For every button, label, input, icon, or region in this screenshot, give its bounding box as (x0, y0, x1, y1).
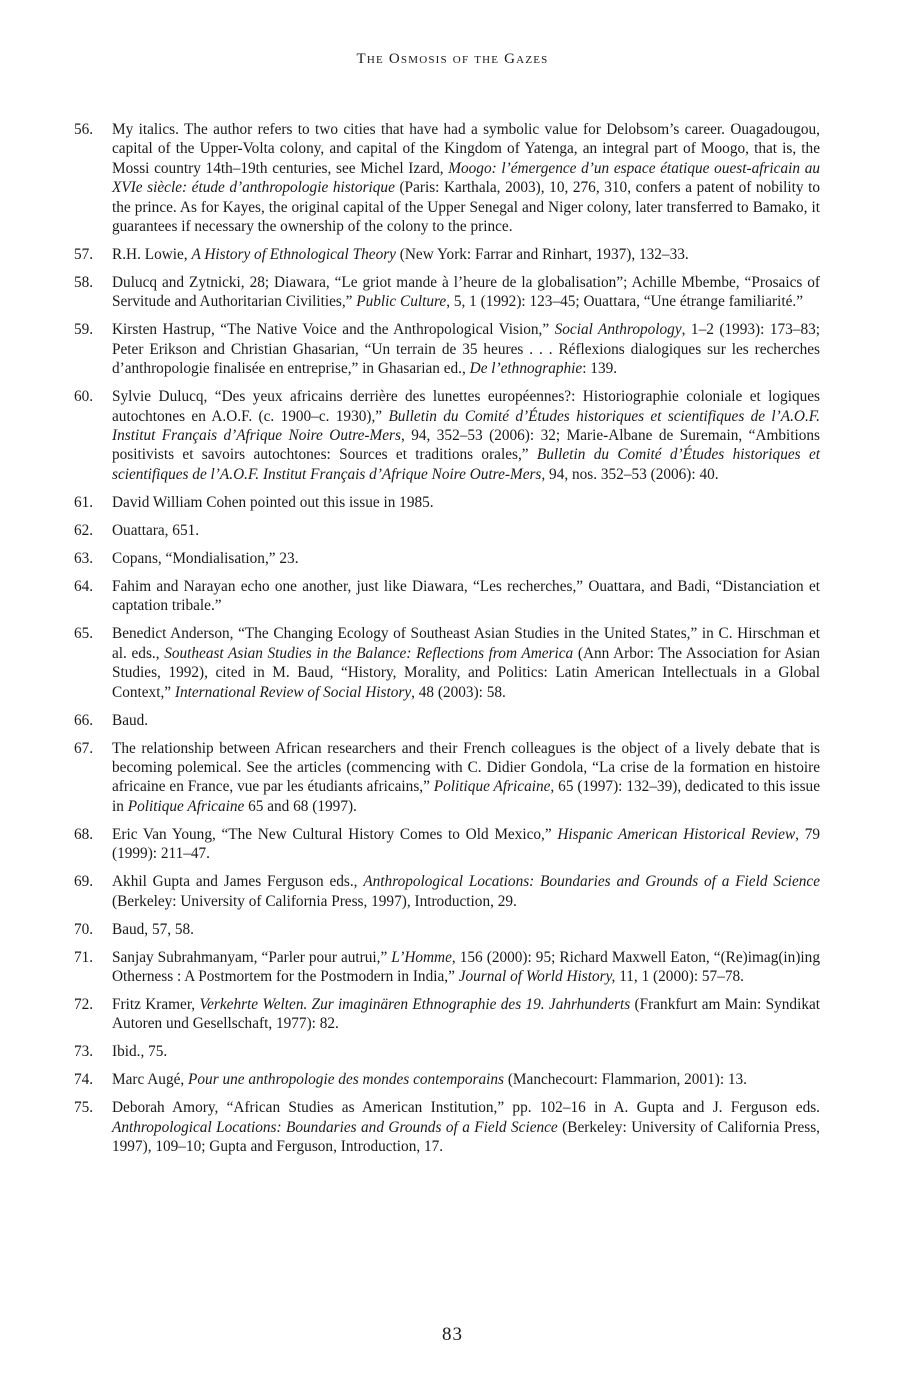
endnote-text-run: Baud. (112, 711, 149, 729)
endnote-text-run: Ouattara, 651. (112, 521, 200, 539)
endnote-text-run: Fritz Kramer, (112, 995, 200, 1013)
endnote-italic-title: International Review of Social History (174, 683, 412, 701)
endnote-italic-title: Verkehrte Welten. Zur imaginären Ethnographie des 19. Jahrhunderts (199, 995, 631, 1013)
endnote-text-run: Benedict Anderson, “The Changing Ecology of Southeast Asian Studies in the United States,” in C. Hirschman et al. eds., (112, 625, 820, 662)
endnote-text (112, 711, 820, 730)
endnote (74, 320, 820, 378)
endnote-number: 73. (74, 1043, 94, 1061)
endnote-text-run: , 156 (2000): 95; Richard Maxwell Eaton, “(Re)imag(in)ing Otherness : A Postmortem for the Postmodern in India,” (112, 948, 820, 985)
endnote-italic-title: Public Culture (356, 293, 447, 311)
endnote-text-run: Marc Augé, (112, 1071, 189, 1089)
endnote-italic-title: Hispanic American Historical Review (557, 825, 796, 843)
endnote-number: 61. (74, 493, 94, 511)
endnote-text-run: 11, 1 (2000): 57–78. (615, 967, 744, 985)
endnote-text (112, 577, 820, 616)
endnote (74, 549, 820, 568)
endnote (74, 1070, 820, 1089)
endnote-italic-title: Moogo: l’émergence d’un espace étatique ouest-africain au XVIe siècle: étude d’anthropologie historique (112, 159, 821, 197)
endnote-italic-title: A History of Ethnological Theory (191, 246, 396, 264)
endnote-text-run: (Paris: Karthala, 2003), 10, 276, 310, confers a patent of nobility to the prince. As for Kayes, the original capital of the Upper Senegal and Niger colony, later transferred to Bamako, it guarantees if necessary the ownership of the colony to the prince. (112, 179, 820, 236)
endnote-text (112, 273, 820, 312)
endnote-text (112, 1042, 820, 1061)
endnote-text (112, 920, 820, 939)
endnote-number: 69. (74, 873, 94, 891)
endnote (74, 245, 820, 264)
endnote-text (112, 120, 820, 236)
endnote-text (112, 387, 820, 484)
endnote-text-run: , 1–2 (1993): 173–83; Peter Erikson and Christian Ghasarian, “Un terrain de 35 heures . . . Réflexions dialogiques sur les recherches d’anthropologie finalisée en entreprise,” in Ghasarian ed., (112, 321, 821, 378)
running-head: The Osmosis of the Gazes (356, 51, 549, 67)
endnote (74, 1098, 820, 1156)
endnote (74, 948, 820, 987)
endnote-number: 64. (74, 577, 94, 595)
endnote (74, 711, 820, 730)
endnote-number: 60. (74, 388, 94, 406)
endnote-number: 75. (74, 1099, 94, 1117)
endnote (74, 995, 820, 1034)
endnotes-list (74, 120, 820, 1165)
endnote (74, 120, 820, 236)
endnote-italic-title: Social Anthropology (554, 321, 682, 339)
endnote-text-run: My italics. The author refers to two cities that have had a symbolic value for Delobsom’s career. Ouagadougou, capital of the Upper-Volta colony, and capital of the Kingdom of Yatenga, an integral part of Moogo, that is, the Mossi country 14th–19th centuries, see Michel Izard, (112, 121, 820, 177)
endnote-text-run: Ibid., 75. (112, 1043, 168, 1061)
endnote-number: 68. (74, 825, 94, 843)
endnote-italic-title: Anthropological Locations: Boundaries and Grounds of a Field Science (363, 873, 820, 891)
endnote-number: 56. (74, 121, 94, 138)
endnote-text-run: Sylvie Dulucq, “Des yeux africains derrière des lunettes européennes?: Historiographie coloniale et logiques autochtones en A.O.F. (c. 1900–c. 1930),” (112, 388, 820, 425)
endnote-text (112, 521, 820, 540)
endnote-text-run: The relationship between African researchers and their French colleagues is the object of a lively debate that is becoming polemical. See the articles (commencing with C. Didier Gondola, “La crise de la formation en histoire africaine en France, vue par les étudiants africains,” (112, 739, 820, 796)
endnote-text-run: , 48 (2003): 58. (411, 683, 506, 701)
endnote-number: 58. (74, 274, 94, 292)
endnote-text (112, 1098, 820, 1156)
endnote-number: 67. (74, 739, 94, 757)
endnote-text (112, 320, 820, 378)
endnote (74, 825, 820, 864)
endnote (74, 739, 820, 817)
endnote-text (112, 549, 820, 568)
endnote-text-run: 65 (1997): 132–39), dedicated to this issue in (112, 778, 820, 815)
endnote-text-run: (Manchecourt: Flammarion, 2001): 13. (504, 1071, 748, 1089)
endnote-italic-title: De l’ethnographie (469, 360, 583, 378)
endnote-text (112, 1070, 820, 1089)
endnote-italic-title: Anthropological Locations: Boundaries and Grounds of a Field Science (112, 1118, 558, 1136)
endnote-text-run: (Frankfurt am Main: Syndikat Autoren und Gesellschaft, 1977): 82. (112, 995, 821, 1033)
endnote-text (112, 739, 820, 817)
endnote-number: 70. (74, 920, 94, 938)
endnote-text-run: Dulucq and Zytnicki, 28; Diawara, “Le griot mande à l’heure de la globalisation”; Achille Mbembe, “Prosaics of Servitude and Authoritarian Civilities,” (112, 274, 820, 311)
endnote-text-run: : 139. (582, 360, 618, 378)
endnote-number: 66. (74, 711, 94, 729)
endnote-text-run: (Berkeley: University of California Press, 1997), Introduction, 29. (112, 892, 517, 910)
endnote (74, 624, 820, 702)
endnote-number: 71. (74, 948, 94, 966)
endnote-italic-title: L’Homme (391, 948, 452, 966)
endnote-text-run: Baud, 57, 58. (112, 920, 195, 938)
endnote-number: 62. (74, 521, 94, 539)
endnote-text (112, 493, 820, 512)
endnote (74, 920, 820, 939)
endnote-italic-title: Bulletin du Comité d’Études historiques et scientifiques de l’A.O.F. Institut Français d’Afrique Noire Outre-Mers (112, 407, 820, 445)
endnote-text (112, 872, 820, 911)
endnote-italic-title: Politique Africaine (127, 797, 245, 815)
endnote (74, 872, 820, 911)
endnote-text-run: 94, nos. 352–53 (2006): 40. (545, 465, 719, 483)
endnote-number: 74. (74, 1071, 94, 1089)
endnote-italic-title: Southeast Asian Studies in the Balance: Reflections from America (164, 644, 574, 662)
endnote (74, 273, 820, 312)
endnote-text-run: (Berkeley: University of California Press, 1997), 109–10; Gupta and Ferguson, Introduction, 17. (112, 1118, 820, 1156)
endnote-text-run: (Ann Arbor: The Association for Asian Studies, 1992), cited in M. Baud, “History, Morality, and Politics: Latin American Intellectuals in a Global Context,” (112, 644, 820, 701)
endnote-number: 65. (74, 625, 94, 643)
endnote-text-run: Fahim and Narayan echo one another, just like Diawara, “Les recherches,” Ouattara, and Badi, “Distanciation et captation tribale.” (112, 577, 820, 615)
endnote-italic-title: Politique Africaine, (433, 778, 555, 796)
endnote-text-run: (New York: Farrar and Rinhart, 1937), 132–33. (395, 246, 689, 264)
endnote-text (112, 245, 820, 264)
endnote-number: 63. (74, 549, 94, 567)
endnote-number: 59. (74, 321, 94, 339)
endnote-number: 72. (74, 995, 94, 1013)
page-number: 83 (442, 1324, 463, 1345)
endnote-number: 57. (74, 246, 94, 264)
endnote (74, 1042, 820, 1061)
endnote-text-run: Deborah Amory, “African Studies as American Institution,” pp. 102–16 in A. Gupta and J. Ferguson eds. (112, 1099, 820, 1117)
endnote-text (112, 825, 820, 864)
endnote (74, 387, 820, 484)
endnote-text-run: Copans, “Mondialisation,” 23. (112, 549, 299, 567)
endnote-text-run: , 5, 1 (1992): 123–45; Ouattara, “Une étrange familiarité.” (446, 293, 804, 311)
endnote-text-run: Akhil Gupta and James Ferguson eds., (112, 873, 364, 891)
endnote-text (112, 948, 820, 987)
endnote-italic-title: Pour une anthropologie des mondes contemporains (188, 1071, 505, 1089)
endnote-text-run: , 79 (1999): 211–47. (112, 825, 820, 863)
endnote-text (112, 624, 820, 702)
endnote-text (112, 995, 820, 1034)
endnote-text-run: Kirsten Hastrup, “The Native Voice and the Anthropological Vision,” (112, 321, 555, 339)
endnote (74, 577, 820, 616)
endnote-text-run: R.H. Lowie, (112, 246, 192, 264)
endnote (74, 493, 820, 512)
endnote-italic-title: Bulletin du Comité d’Études historiques et scientifiques de l’A.O.F. Institut Français d’Afrique Noire Outre-Mers, (112, 446, 820, 483)
endnote-text-run: David William Cohen pointed out this issue in 1985. (112, 493, 434, 511)
endnote (74, 521, 820, 540)
endnote-text-run: Sanjay Subrahmanyam, “Parler pour autrui,” (112, 948, 392, 966)
endnote-text-run: Eric Van Young, “The New Cultural History Comes to Old Mexico,” (112, 825, 558, 843)
endnote-text-run: 65 and 68 (1997). (244, 797, 357, 815)
endnote-text-run: , 94, 352–53 (2006): 32; Marie-Albane de Suremain, “Ambitions positivists et savoirs autochtones: Sources et traditions orales,” (112, 427, 820, 464)
endnote-italic-title: Journal of World History, (458, 967, 616, 985)
